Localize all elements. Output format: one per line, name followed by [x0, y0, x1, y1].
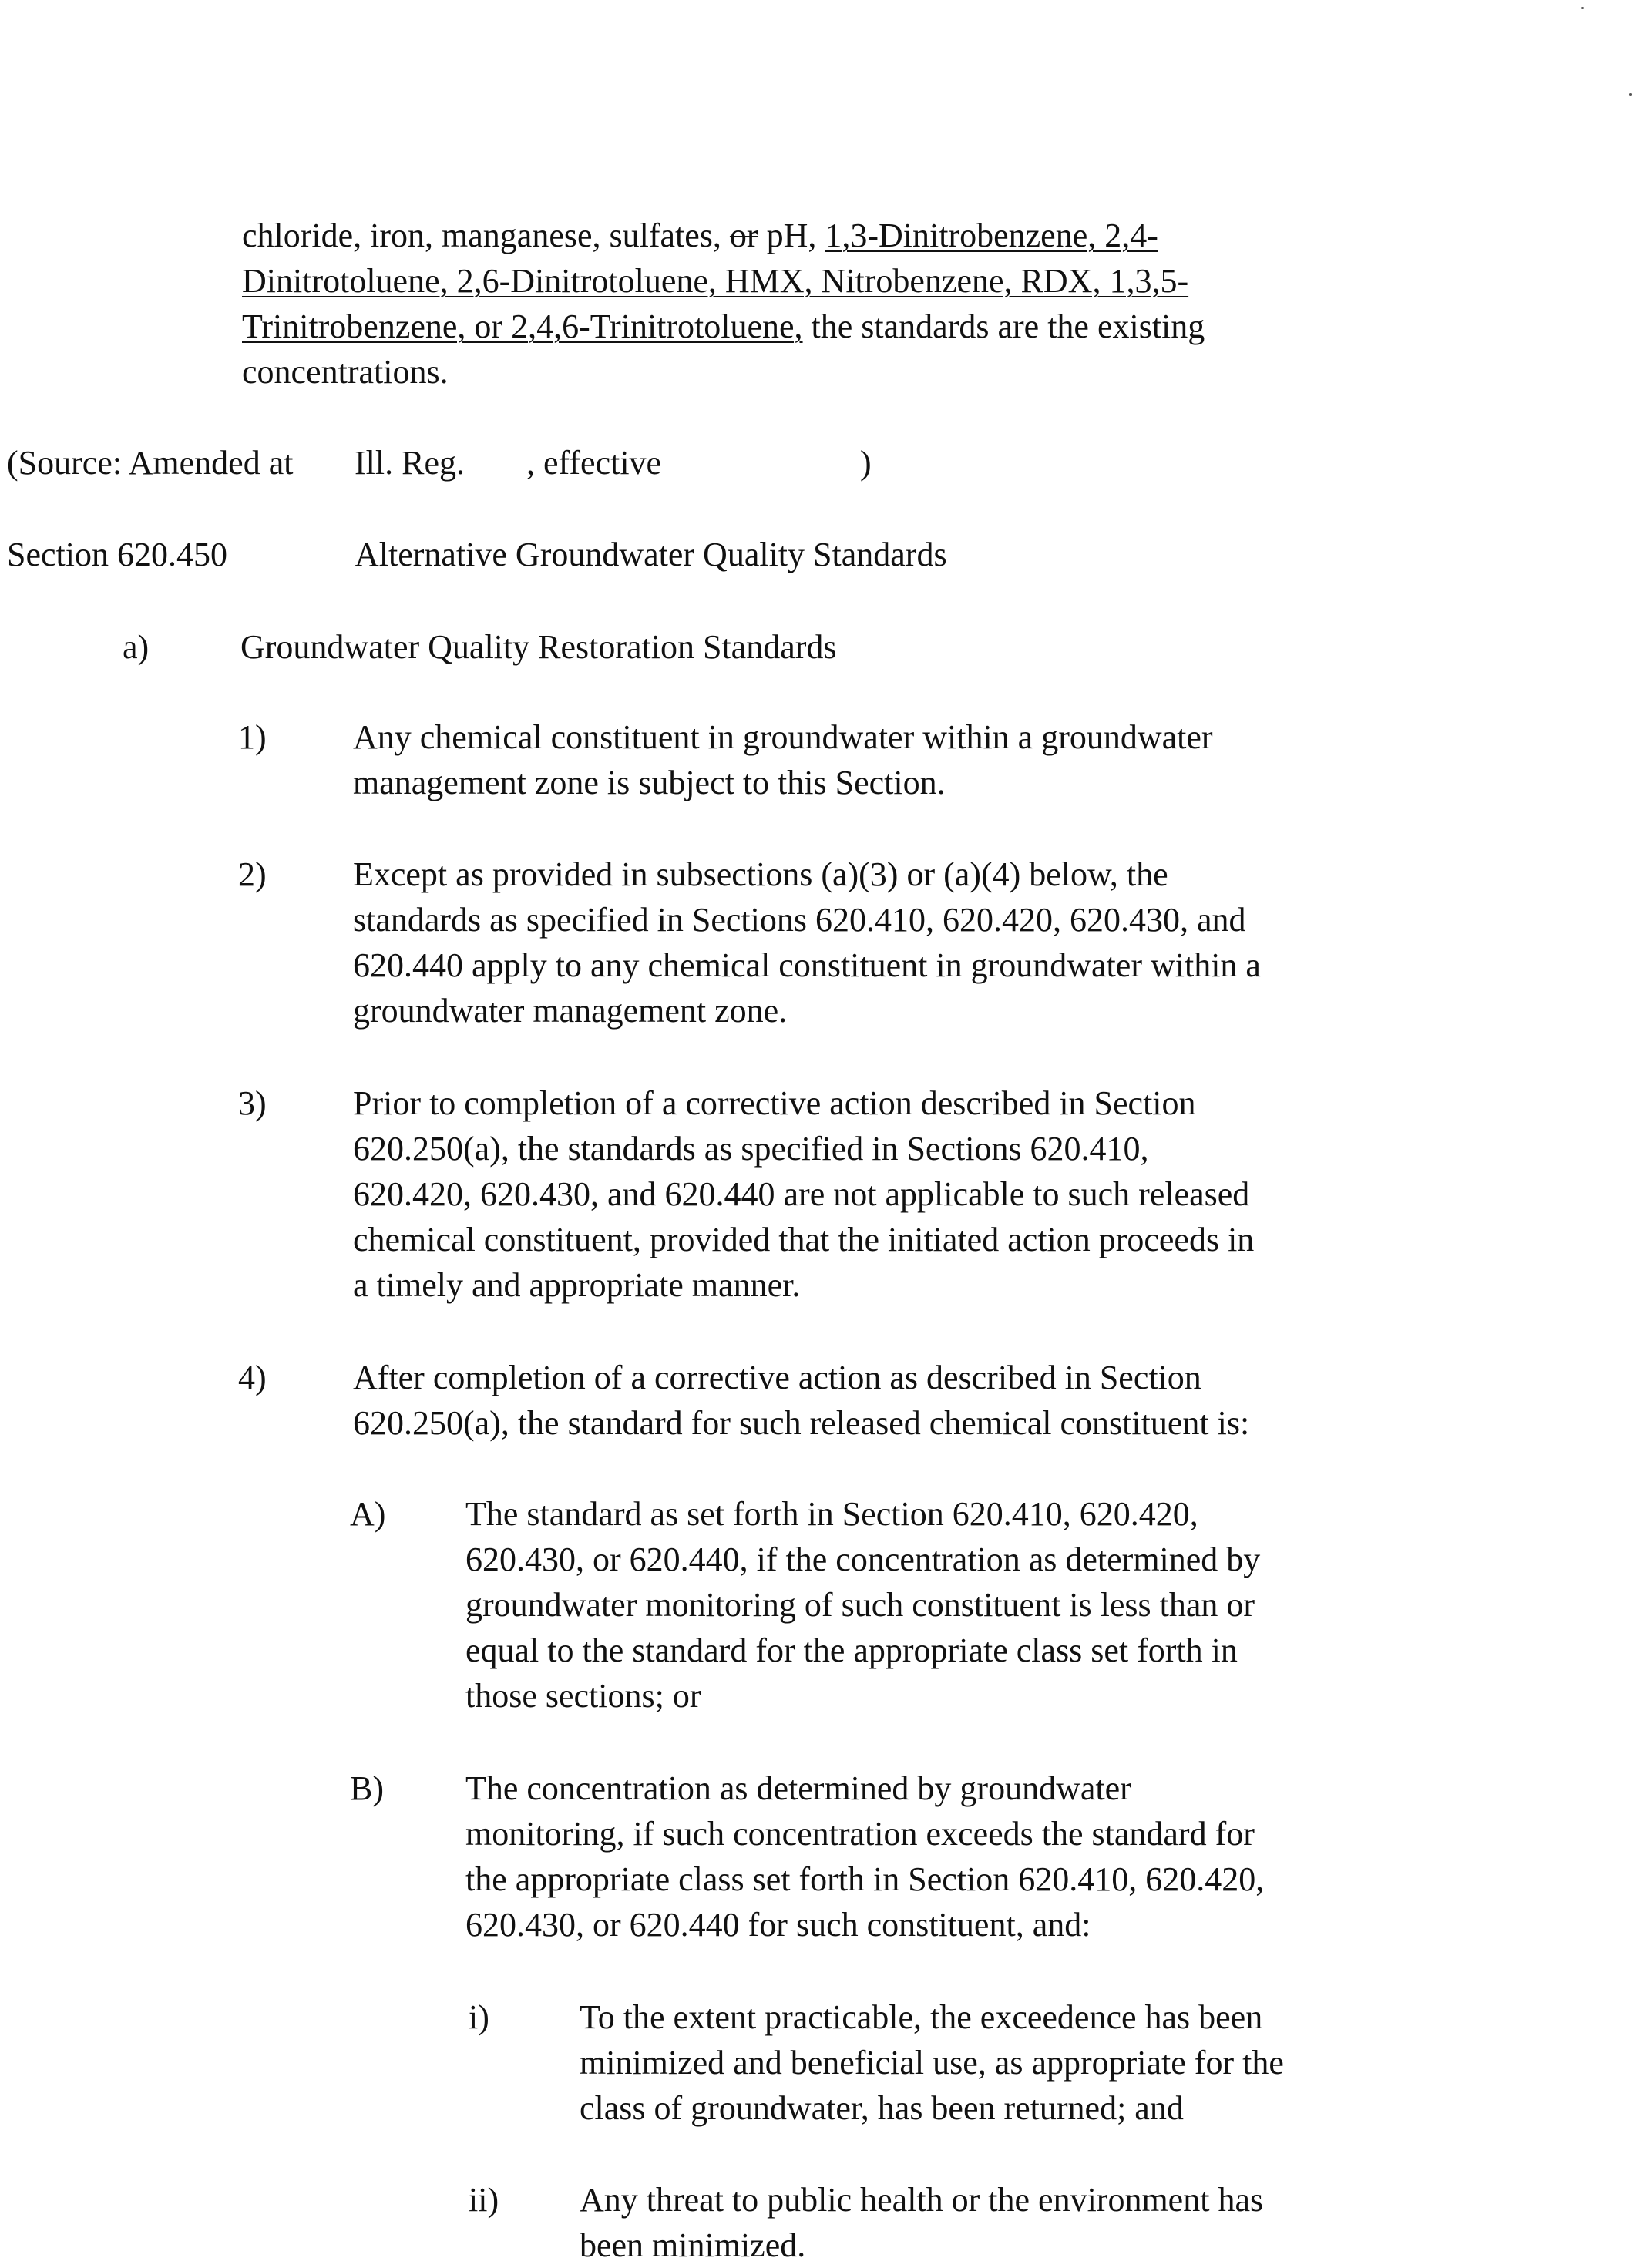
section-number: Section 620.450	[7, 536, 227, 573]
item-text-line: Any chemical constituent in groundwater within a groundwater	[353, 718, 1213, 756]
item-label: i)	[469, 1998, 489, 2036]
struck-text: or	[729, 217, 758, 254]
item-label: 1)	[238, 718, 267, 756]
item-text-line: been minimized.	[580, 2226, 806, 2264]
item-text-line: a timely and appropriate manner.	[353, 1266, 801, 1304]
item-text-line: 620.440 apply to any chemical constituent in groundwater within a	[353, 946, 1261, 984]
text: the standards are the existing	[802, 307, 1205, 345]
subsection-title: Groundwater Quality Restoration Standards	[240, 628, 837, 666]
item-text-line: minimized and beneficial use, as appropriate for the	[580, 2044, 1284, 2082]
intro-line	[242, 213, 1158, 258]
item-text-line: 620.430, or 620.440, if the concentration as determined by	[465, 1541, 1261, 1578]
item-label: A)	[350, 1495, 386, 1533]
inserted-text: Trinitrobenzene, or 2,4,6-Trinitrotoluene,	[242, 307, 803, 345]
item-text-line: After completion of a corrective action as described in Section	[353, 1359, 1201, 1396]
scan-speck	[1581, 7, 1584, 9]
intro-line: concentrations.	[242, 353, 449, 391]
item-text-line: The standard as set forth in Section 620.410, 620.420,	[465, 1495, 1198, 1533]
item-text-line: 620.430, or 620.440 for such constituent, and:	[465, 1906, 1091, 1944]
text: pH,	[758, 217, 825, 254]
source-prefix: (Source: Amended at	[7, 444, 294, 482]
source-effective: , effective	[526, 444, 662, 482]
section-title: Alternative Groundwater Quality Standards	[355, 536, 947, 573]
item-label: 2)	[238, 855, 267, 893]
source-close: )	[860, 444, 872, 482]
item-text-line: chemical constituent, provided that the initiated action proceeds in	[353, 1221, 1255, 1258]
item-text-line: 620.420, 620.430, and 620.440 are not applicable to such released	[353, 1175, 1250, 1213]
item-text-line: monitoring, if such concentration exceeds the standard for	[465, 1815, 1255, 1853]
item-text-line: standards as specified in Sections 620.410, 620.420, 620.430, and	[353, 901, 1246, 939]
item-text-line: those sections; or	[465, 1677, 701, 1715]
item-text-line: equal to the standard for the appropriate class set forth in	[465, 1631, 1238, 1669]
scan-speck	[1629, 93, 1632, 96]
item-text-line: The concentration as determined by groundwater	[465, 1769, 1131, 1807]
item-text-line: Any threat to public health or the environment has	[580, 2181, 1264, 2219]
item-text-line: management zone is subject to this Section.	[353, 764, 946, 801]
item-text-line: the appropriate class set forth in Section 620.410, 620.420,	[465, 1860, 1265, 1898]
item-text-line: Except as provided in subsections (a)(3) or (a)(4) below, the	[353, 855, 1168, 893]
intro-line	[242, 258, 1188, 304]
inserted-text: Dinitrotoluene, 2,6-Dinitrotoluene, HMX, Nitrobenzene, RDX, 1,3,5-	[242, 262, 1189, 300]
inserted-text: 1,3-Dinitrobenzene, 2,4-	[825, 217, 1158, 254]
subsection-label: a)	[123, 628, 150, 666]
source-register: Ill. Reg.	[355, 444, 465, 482]
item-label: 4)	[238, 1359, 267, 1396]
item-text-line: class of groundwater, has been returned; and	[580, 2089, 1184, 2127]
text: chloride, iron, manganese, sulfates,	[242, 217, 730, 254]
item-text-line: groundwater management zone.	[353, 992, 788, 1030]
intro-line	[242, 304, 1205, 349]
item-text-line: groundwater monitoring of such constituent is less than or	[465, 1586, 1255, 1624]
item-text-line: 620.250(a), the standard for such released chemical constituent is:	[353, 1404, 1250, 1442]
item-text-line: Prior to completion of a corrective action described in Section	[353, 1084, 1196, 1122]
item-label: ii)	[469, 2181, 499, 2219]
item-label: B)	[350, 1769, 384, 1807]
item-text-line: 620.250(a), the standards as specified in Sections 620.410,	[353, 1130, 1149, 1168]
item-label: 3)	[238, 1084, 267, 1122]
item-text-line: To the extent practicable, the exceedence has been	[580, 1998, 1263, 2036]
